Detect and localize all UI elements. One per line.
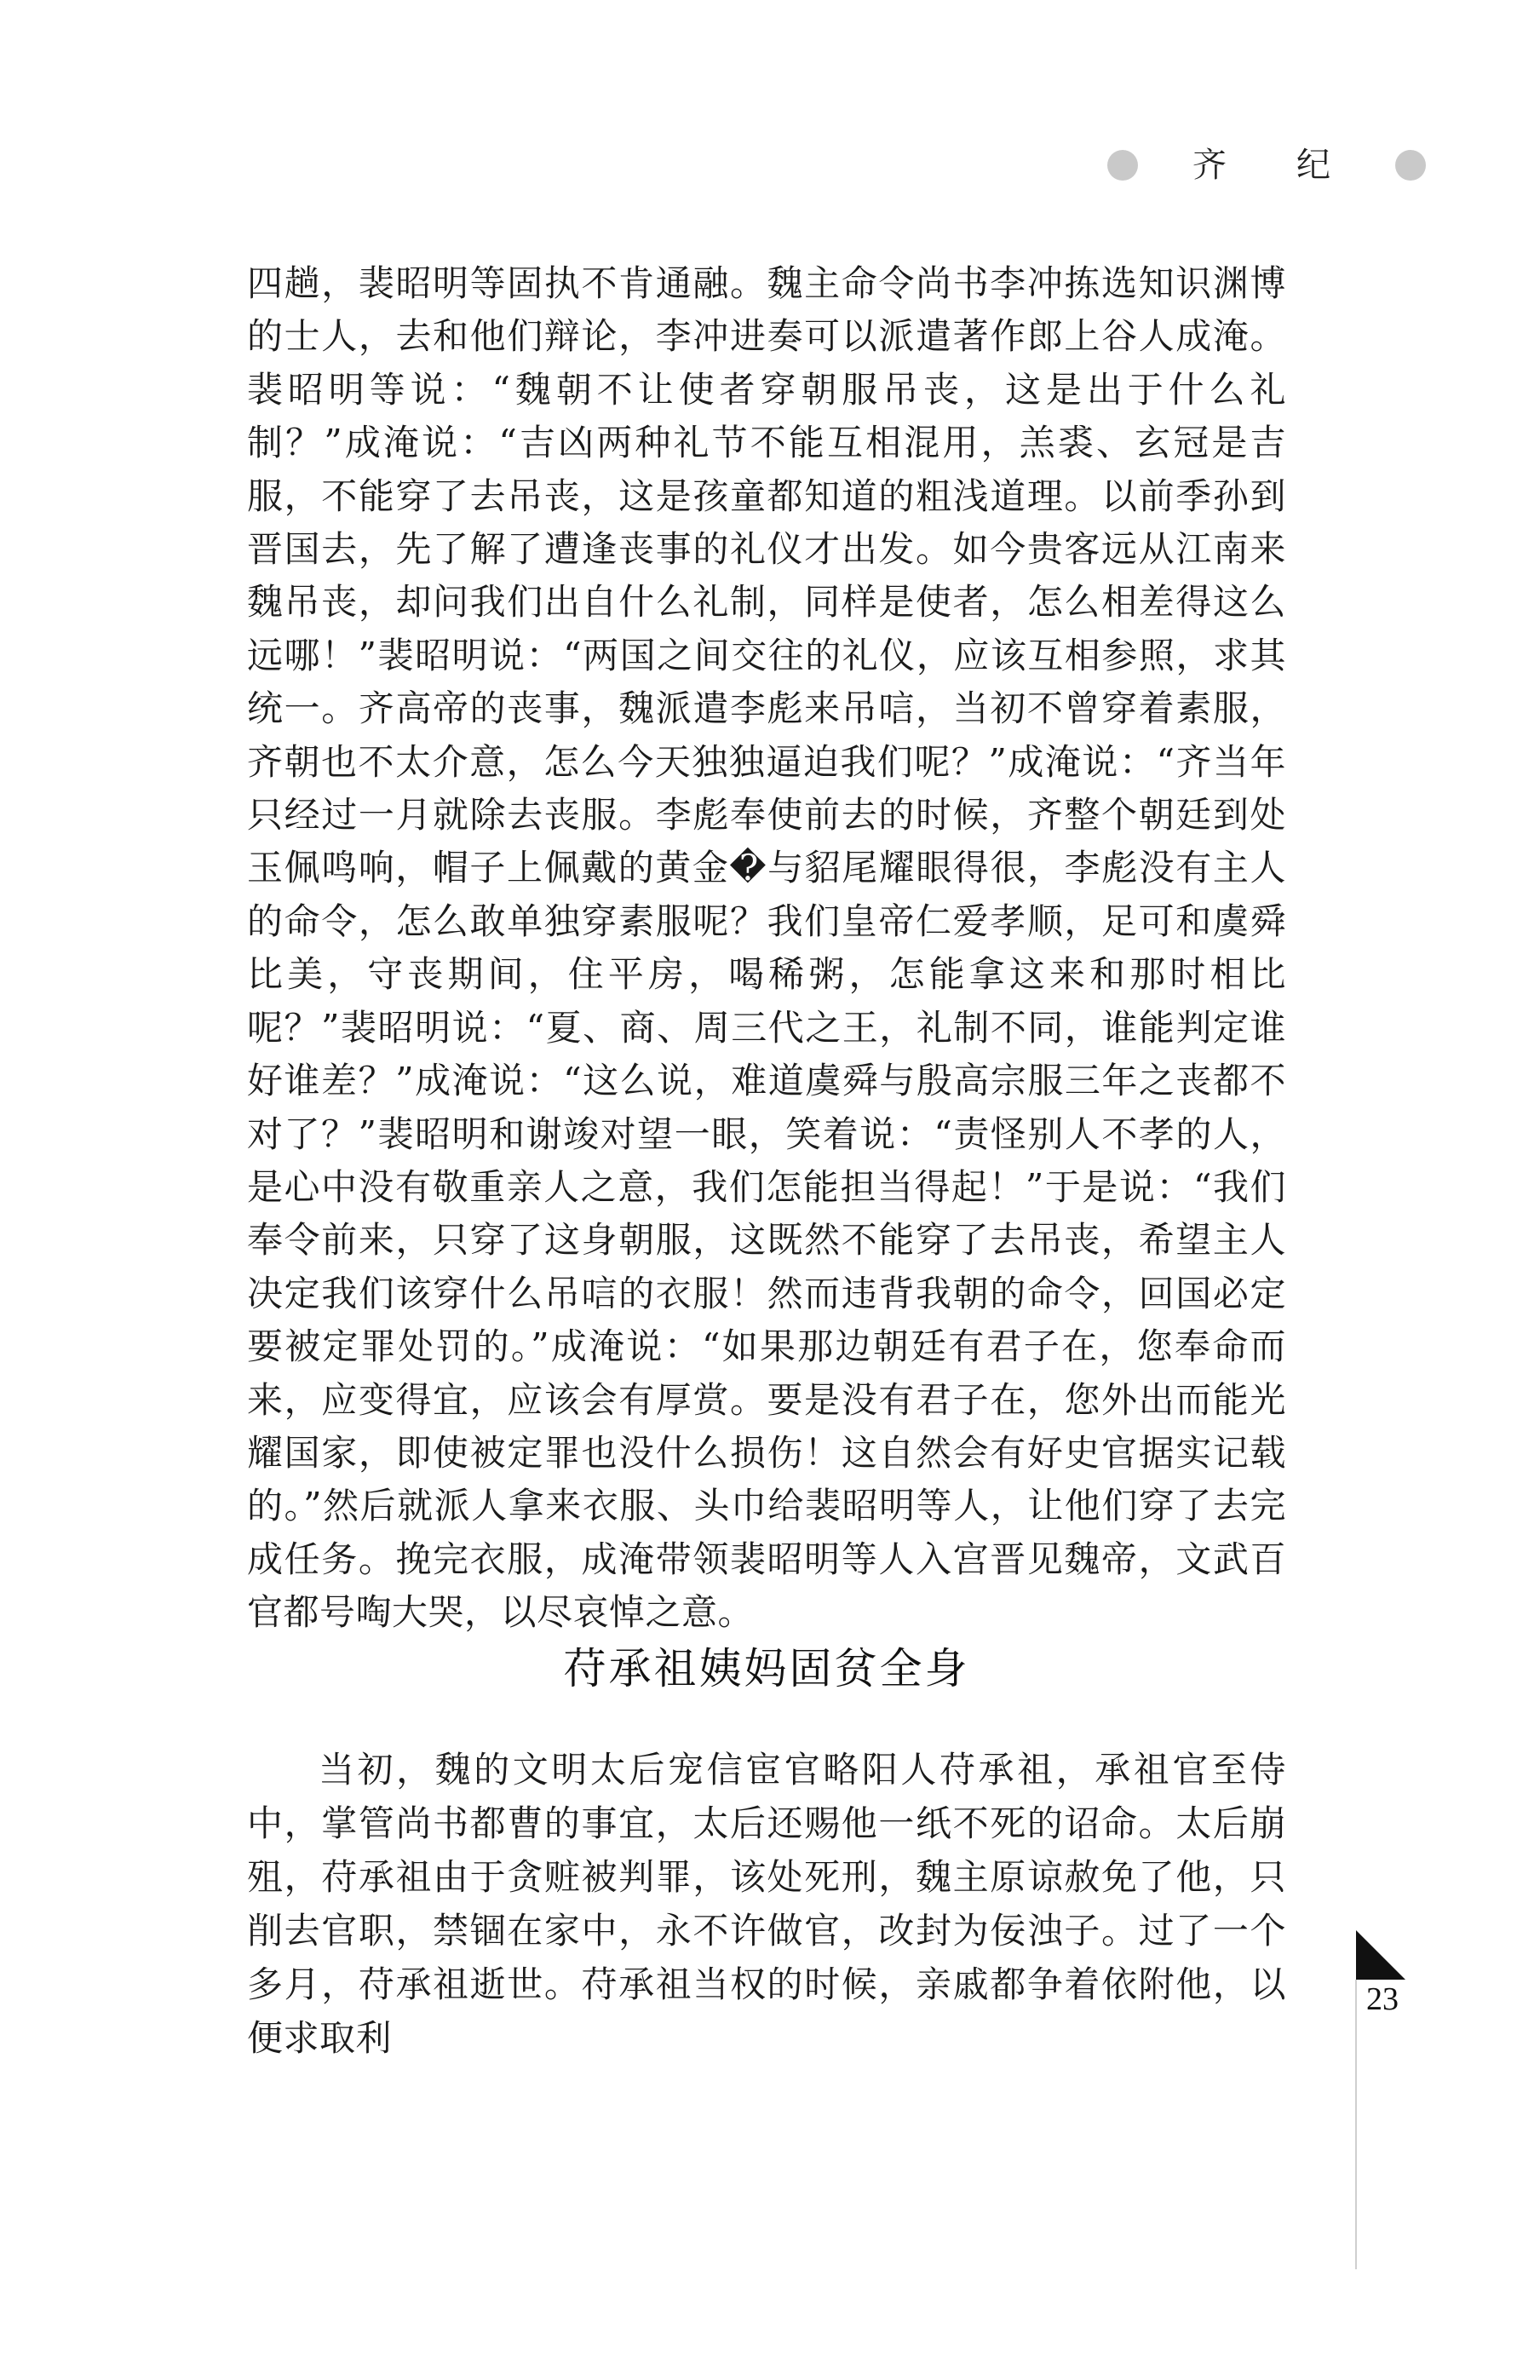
paragraph-continued: 四趟，裴昭明等固执不肯通融。魏主命令尚书李冲拣选知识渊博的士人，去和他们辩论，李冲进奏可以派遣著作郎上谷人成淹。裴昭明等说：“魏朝不让使者穿朝服吊丧，这是出于什么礼制？”成淹说：“吉凶两种礼节不能互相混用，羔裘、玄冠是吉服，不能穿了去吊丧，这是孩童都知道的粗浅道理。以前季孙到晋国去，先了解了遭逢丧事的礼仪才出发。如今贵客远从江南来魏吊丧，却问我们出自什么礼制，同样是使者，怎么相差得这么远哪！”裴昭明说：“两国之间交往的礼仪，应该互相参照，求其统一。齐高帝的丧事，魏派遣李彪来吊唁，当初不曾穿着素服，齐朝也不太介意，怎么今天独独逼迫我们呢？”成淹说：“齐当年只经过一月就除去丧服。李彪奉使前去的时候，齐整个朝廷到处玉佩鸣响，帽子上佩戴的黄金�与貂尾耀眼得很，李彪没有主人的命令，怎么敢单独穿素服呢？我们皇帝仁爱孝顺，足可和虞舜比美，守丧期间，住平房，喝稀粥，怎能拿这来和那时相比呢？”裴昭明说：“夏、商、周三代之王，礼制不同，谁能判定谁好谁差？”成淹说：“这么说，难道虞舜与殷高宗服三年之丧都不对了？”裴昭明和谢竣对望一眼，笑着说：“责怪别人不孝的人，是心中没有敬重亲人之意，我们怎能担当得起！”于是说：“我们奉令前来，只穿了这身朝服，这既然不能穿了去吊丧，希望主人决定我们该穿什么吊唁的衣服！然而违背我朝的命令，回国必定要被定罪处罚的。”成淹说：“如果那边朝廷有君子在，您奉命而来，应变得宜，应该会有厚赏。要是没有君子在，您外出而能光耀国家，即使被定罪也没什么损伤！这自然会有好史官据实记载的。”然后就派人拿来衣服、头巾给裴昭明等人，让他们穿了去完成任务。挽完衣服，成淹带领裴昭明等人入宫晋见魏帝，文武百官都号啕大哭，以尽哀悼之意。 [247, 262, 1286, 1634]
page-number: 23 [1366, 1981, 1399, 2017]
page-corner-triangle-icon [1356, 1930, 1405, 1980]
running-head-char-1: 齐 [1192, 146, 1227, 185]
running-head-char-2: 纪 [1296, 146, 1330, 185]
margin-rule [1355, 1980, 1357, 2269]
section-heading: 苻承祖姨妈固贫全身 [563, 1644, 970, 1693]
running-head-left-dot [1107, 150, 1138, 181]
running-head-right-dot [1395, 150, 1426, 181]
paragraph-intro: 当初，魏的文明太后宠信宦官略阳人苻承祖，承祖官至侍中，掌管尚书都曹的事宜，太后还赐他一纸不死的诏命。太后崩殂，苻承祖由于贪赃被判罪，该处死刑，魏主原谅赦免了他，只削去官职，禁锢在家中，永不许做官，改封为佞浊子。过了一个多月，苻承祖逝世。苻承祖当权的时候，亲戚都争着依附他，以便求取利 [247, 1749, 1286, 2059]
running-head [1107, 146, 1431, 204]
body-text [247, 257, 1286, 1640]
body-text-section [247, 1743, 1286, 2065]
